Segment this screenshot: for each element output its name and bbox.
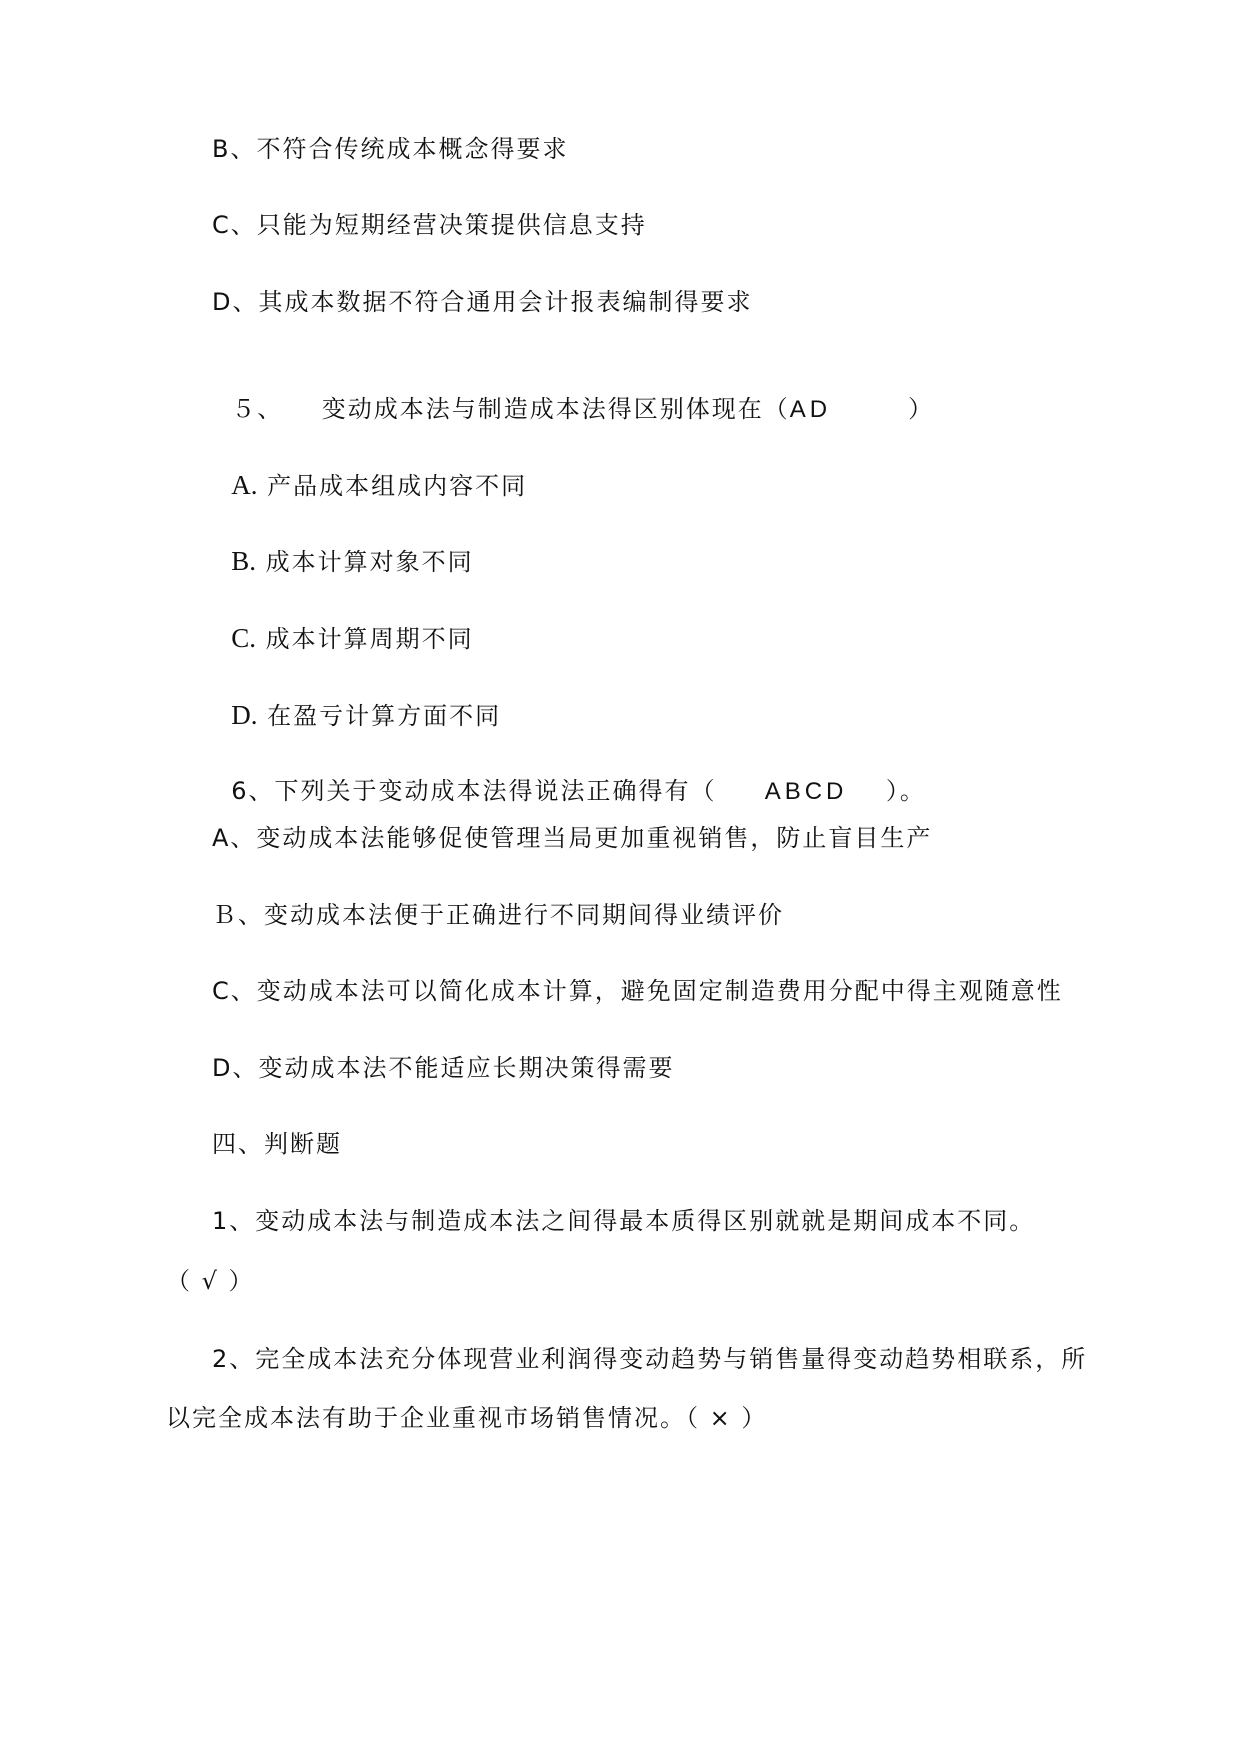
option-6c: C、变动成本法可以简化成本计算，避免固定制造费用分配中得主观随意性 [212,977,1063,1005]
question-5-answer: AD [789,396,832,423]
question-6-close: ）。 [885,777,926,805]
option-6d: D、变动成本法不能适应长期决策得需要 [212,1054,675,1082]
question-5-blank [831,395,908,423]
section-heading-judgment: 四、判断题 [212,1130,342,1158]
judgment-1-line-1: 1、变动成本法与制造成本法之间得最本质得区别就就是期间成本不同。 [212,1207,1036,1235]
judgment-2-line-1: 2、完全成本法充分体现营业利润得变动趋势与销售量得变动趋势相联系，所 [212,1345,1088,1373]
option-6a: A、变动成本法能够促使管理当局更加重视销售，防止盲目生产 [212,824,933,852]
question-6-blank-right [847,777,886,805]
option-4d: D、其成本数据不符合通用会计报表编制得要求 [212,288,753,316]
option-5a-text: 产品成本组成内容不同 [267,472,528,500]
option-5b [212,516,474,577]
question-5-close: ） [908,395,935,423]
question-6-stem: 6、下列关于变动成本法得说法正确得有（ [231,777,717,805]
question-6 [212,746,926,807]
option-5c-marker: C. [231,623,257,653]
option-5c-text: 成本计算周期不同 [265,625,474,653]
option-5a [212,440,527,501]
option-5d [212,670,501,731]
option-4b: B、不符合传统成本概念得要求 [212,135,569,163]
option-5d-text: 在盈亏计算方面不同 [267,702,502,730]
option-5b-text: 成本计算对象不同 [265,548,474,576]
question-6-blank-left [717,777,765,805]
judgment-2-line-2: 以完全成本法有助于企业重视市场销售情况。（ × ） [166,1404,768,1432]
option-5d-marker: D. [231,700,258,730]
question-6-answer: ABCD [764,778,848,805]
option-5c [212,593,474,654]
judgment-1-line-2: （ √ ） [166,1267,255,1295]
option-6b: Ｂ、变动成本法便于正确进行不同期间得业绩评价 [212,901,784,929]
option-5b-marker: B. [231,546,257,576]
question-5-stem: ５、 变动成本法与制造成本法得区别体现在（ [231,395,790,423]
question-5 [212,364,934,425]
option-4c: C、只能为短期经营决策提供信息支持 [212,211,647,239]
option-5a-marker: A. [231,470,258,500]
